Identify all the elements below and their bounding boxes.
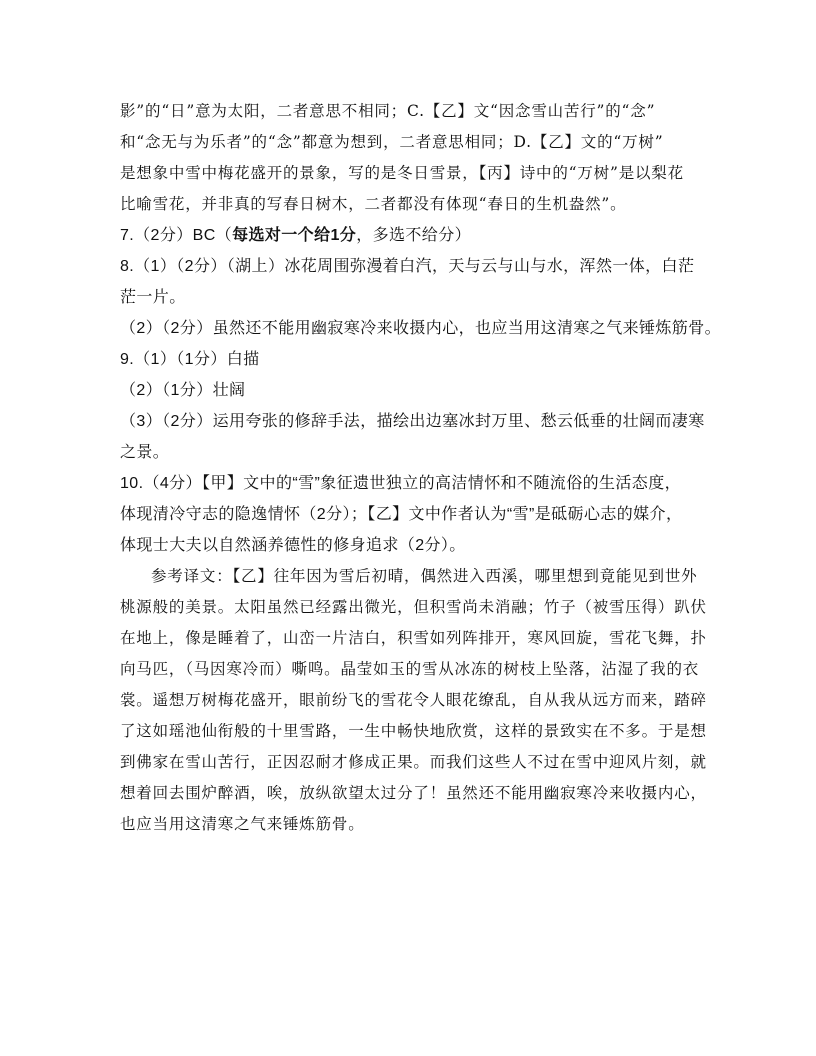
answer-9-line-3: （3）（2分）运用夸张的修辞手法，描绘出边塞冰封万里、愁云低垂的壮阔而凄寒 bbox=[120, 413, 705, 430]
translation-paragraph bbox=[120, 561, 707, 840]
translation-line: 桃源般的美景。太阳虽然已经露出微光，但积雪尚未消融；竹子（被雪压得）趴伏 bbox=[120, 598, 707, 616]
translation-line: 裳。遥想万树梅花盛开，眼前纷飞的雪花令人眼花缭乱，自从我从远方而来，踏碎 bbox=[120, 691, 707, 709]
answer-8-line-2: 茫一片。 bbox=[120, 289, 186, 306]
answer-7-prefix: 7.（2分）BC（ bbox=[120, 227, 233, 244]
explanation-line: 比喻雪花，并非真的写春日树木，二者都没有体现“春日的生机盎然”。 bbox=[120, 195, 627, 213]
answer-7-line bbox=[120, 220, 698, 251]
translation-line: 也应当用这清寒之气来锤炼筋骨。 bbox=[120, 815, 365, 833]
answer-10-line-3: 体现士大夫以自然涵养德性的修身追求（2分）。 bbox=[120, 537, 466, 554]
explanation-line: 和“念无与为乐者”的“念”都意为想到，二者意思相同；D.【乙】文的“万树” bbox=[120, 133, 664, 151]
answer-7 bbox=[120, 220, 698, 251]
answer-content bbox=[120, 96, 721, 840]
answer-8 bbox=[120, 251, 721, 344]
translation-line: 在地上，像是睡着了，山峦一片洁白，积雪如列阵排开，寒风回旋，雪花飞舞，扑 bbox=[120, 629, 707, 647]
translation-line: 参考译文：【乙】往年因为雪后初晴，偶然进入西溪，哪里想到竟能见到世外 bbox=[151, 567, 698, 585]
answer-9 bbox=[120, 344, 705, 468]
answer-8-line-1: 8.（1）（2分）（湖上）冰花周围弥漫着白汽，天与云与山与水，浑然一体，白茫 bbox=[120, 258, 695, 275]
translation-line: 想着回去围炉醉酒，唉，放纵欲望太过分了！虽然还不能用幽寂寒冷来收摄内心， bbox=[120, 784, 707, 802]
translation-line: 到佛家在雪山苦行，正因忍耐才修成正果。而我们这些人不过在雪中迎风片刻，就 bbox=[120, 753, 707, 771]
answer-10-line-2: 体现清冷守志的隐逸情怀（2分）；【乙】文中作者认为“雪”是砥砺心志的媒介， bbox=[120, 506, 683, 523]
explanation-line: 影”的“日”意为太阳，二者意思不相同；C.【乙】文“因念雪山苦行”的“念” bbox=[120, 102, 656, 120]
answer-10 bbox=[120, 468, 698, 561]
explanation-paragraph bbox=[120, 96, 698, 220]
translation-line: 了这如瑶池仙衔般的十里雪路，一生中畅快地欣赏，这样的景致实在不多。于是想 bbox=[120, 722, 707, 740]
answer-7-suffix: ，多选不给分） bbox=[356, 227, 471, 244]
answer-9-line-4: 之景。 bbox=[120, 444, 170, 461]
explanation-line: 是想象中雪中梅花盛开的景象，写的是冬日雪景，【丙】诗中的“万树”是以梨花 bbox=[120, 164, 684, 182]
answer-9-line-1: 9.（1）（1分）白描 bbox=[120, 351, 260, 368]
answer-7-bold: 每选对一个给1分 bbox=[232, 227, 357, 244]
answer-8-line-3: （2）（2分）虽然还不能用幽寂寒冷来收摄内心，也应当用这清寒之气来锤炼筋骨。 bbox=[120, 320, 721, 337]
answer-10-line-1: 10.（4分）【甲】文中的“雪”象征遗世独立的高洁情怀和不随流俗的生活态度， bbox=[120, 475, 681, 492]
translation-line: 向马匹，（马因寒冷而）嘶鸣。晶莹如玉的雪从冰冻的树枝上坠落，沾湿了我的衣 bbox=[120, 660, 700, 678]
answer-9-line-2: （2）（1分）壮阔 bbox=[120, 382, 246, 399]
